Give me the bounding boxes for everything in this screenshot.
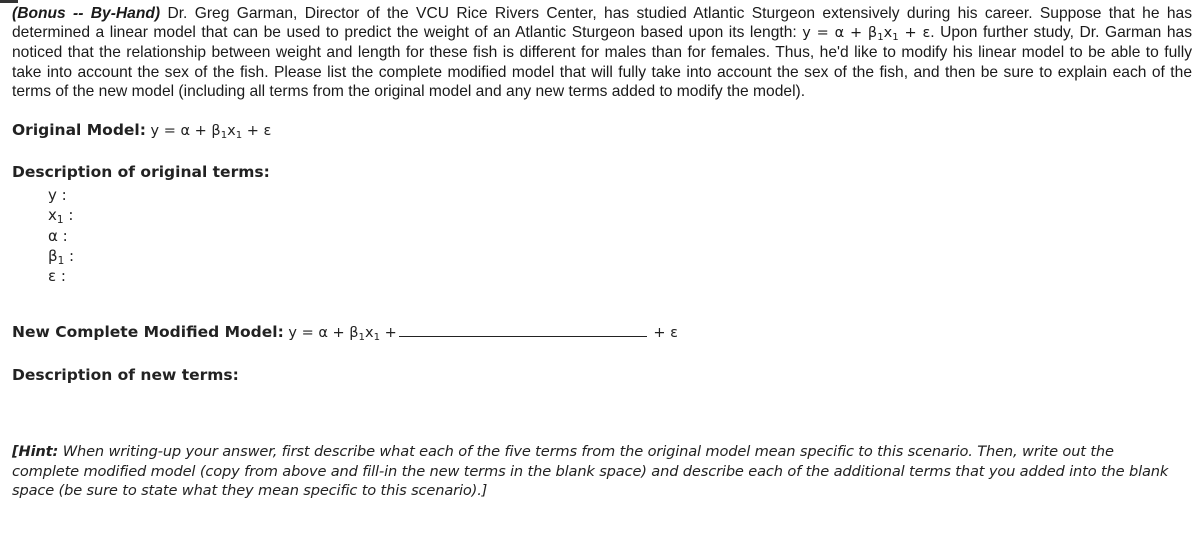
original-model-sub2: 1 xyxy=(235,130,243,141)
inline-model-sub2: 1 xyxy=(892,32,899,44)
original-model-eq xyxy=(146,123,271,139)
bonus-label: (Bonus -- By-Hand) xyxy=(12,5,161,22)
original-model-line xyxy=(12,121,271,139)
term-beta1 xyxy=(48,246,74,266)
inline-model-end: + ε xyxy=(898,25,931,42)
top-left-rule xyxy=(0,0,18,3)
modified-model-label: New Complete Modified Model: xyxy=(12,323,284,341)
inline-model-x: x xyxy=(883,25,893,42)
new-terms-heading xyxy=(12,366,239,384)
modified-model-sub2: 1 xyxy=(373,332,381,343)
new-terms-blank[interactable] xyxy=(399,322,647,337)
term-x1-colon: : xyxy=(63,206,74,225)
term-alpha: α : xyxy=(48,226,68,245)
term-y: y : xyxy=(48,186,67,204)
problem-statement xyxy=(12,4,1192,101)
modified-model-line xyxy=(12,322,678,341)
modified-model-eq-c: + xyxy=(380,325,397,341)
problem-text-1: Dr. Greg Garman, Director of the VCU Rice Rivers Center, has studied Atlantic Sturgeon extensively during his career. Suppose that he has determined a linear model that can be used to predict the weight of an Atlantic Sturgeon based upon its length: xyxy=(12,5,1192,42)
problem-text-2: . Upon further study, Dr. Garman has noticed that the relationship between weight and length for these fish is different for males than for females. Thus, he'd like to modify his linear model to be able to fully take into account the sex of the fish. Please list the complete modified model that will fully take into account the sex of the fish, and then be sure to explain each of the terms of the new model (including all terms from the original model and any new terms added to modify the model). xyxy=(12,24,1192,100)
hint-text: When writing-up your answer, first describe what each of the five terms from the original model mean specific to this scenario. Then, write out the complete modified model (copy from above and fill-in the new terms in the blank space) and describe each of the additional terms that you added into the blank space (be sure to state what they mean specific to this scenario).] xyxy=(12,443,1169,499)
modified-model-eq-a: y = α + β xyxy=(283,325,359,341)
term-x1-base: x xyxy=(48,206,57,225)
modified-model-eq xyxy=(284,325,678,341)
modified-model-sub1: 1 xyxy=(358,332,365,343)
term-beta1-base: β xyxy=(48,246,58,265)
original-model-eq-b: x xyxy=(227,123,236,139)
hint-label: [Hint: xyxy=(12,443,59,460)
inline-model-sub: 1 xyxy=(877,32,884,44)
original-terms-heading-text: Description of original terms: xyxy=(12,163,270,181)
term-beta1-sub: 1 xyxy=(57,254,65,267)
modified-model-eq-end: + ε xyxy=(648,325,679,341)
term-x1 xyxy=(48,205,74,225)
new-terms-heading-text: Description of new terms: xyxy=(12,366,239,384)
term-beta1-colon: : xyxy=(64,246,75,265)
original-model-eq-c: + ε xyxy=(242,123,272,139)
hint-note xyxy=(12,442,1182,501)
original-terms-heading xyxy=(12,163,270,181)
term-epsilon: ε : xyxy=(48,267,66,286)
original-model-label: Original Model: xyxy=(12,121,146,139)
term-x1-sub: 1 xyxy=(56,214,64,227)
inline-model-lhs: y = α + β xyxy=(802,25,878,42)
inline-model xyxy=(802,25,931,44)
modified-model-eq-b: x xyxy=(364,325,374,341)
original-terms-list xyxy=(48,185,74,286)
original-model-sub1: 1 xyxy=(220,130,228,141)
original-model-eq-a: y = α + β xyxy=(145,123,221,139)
